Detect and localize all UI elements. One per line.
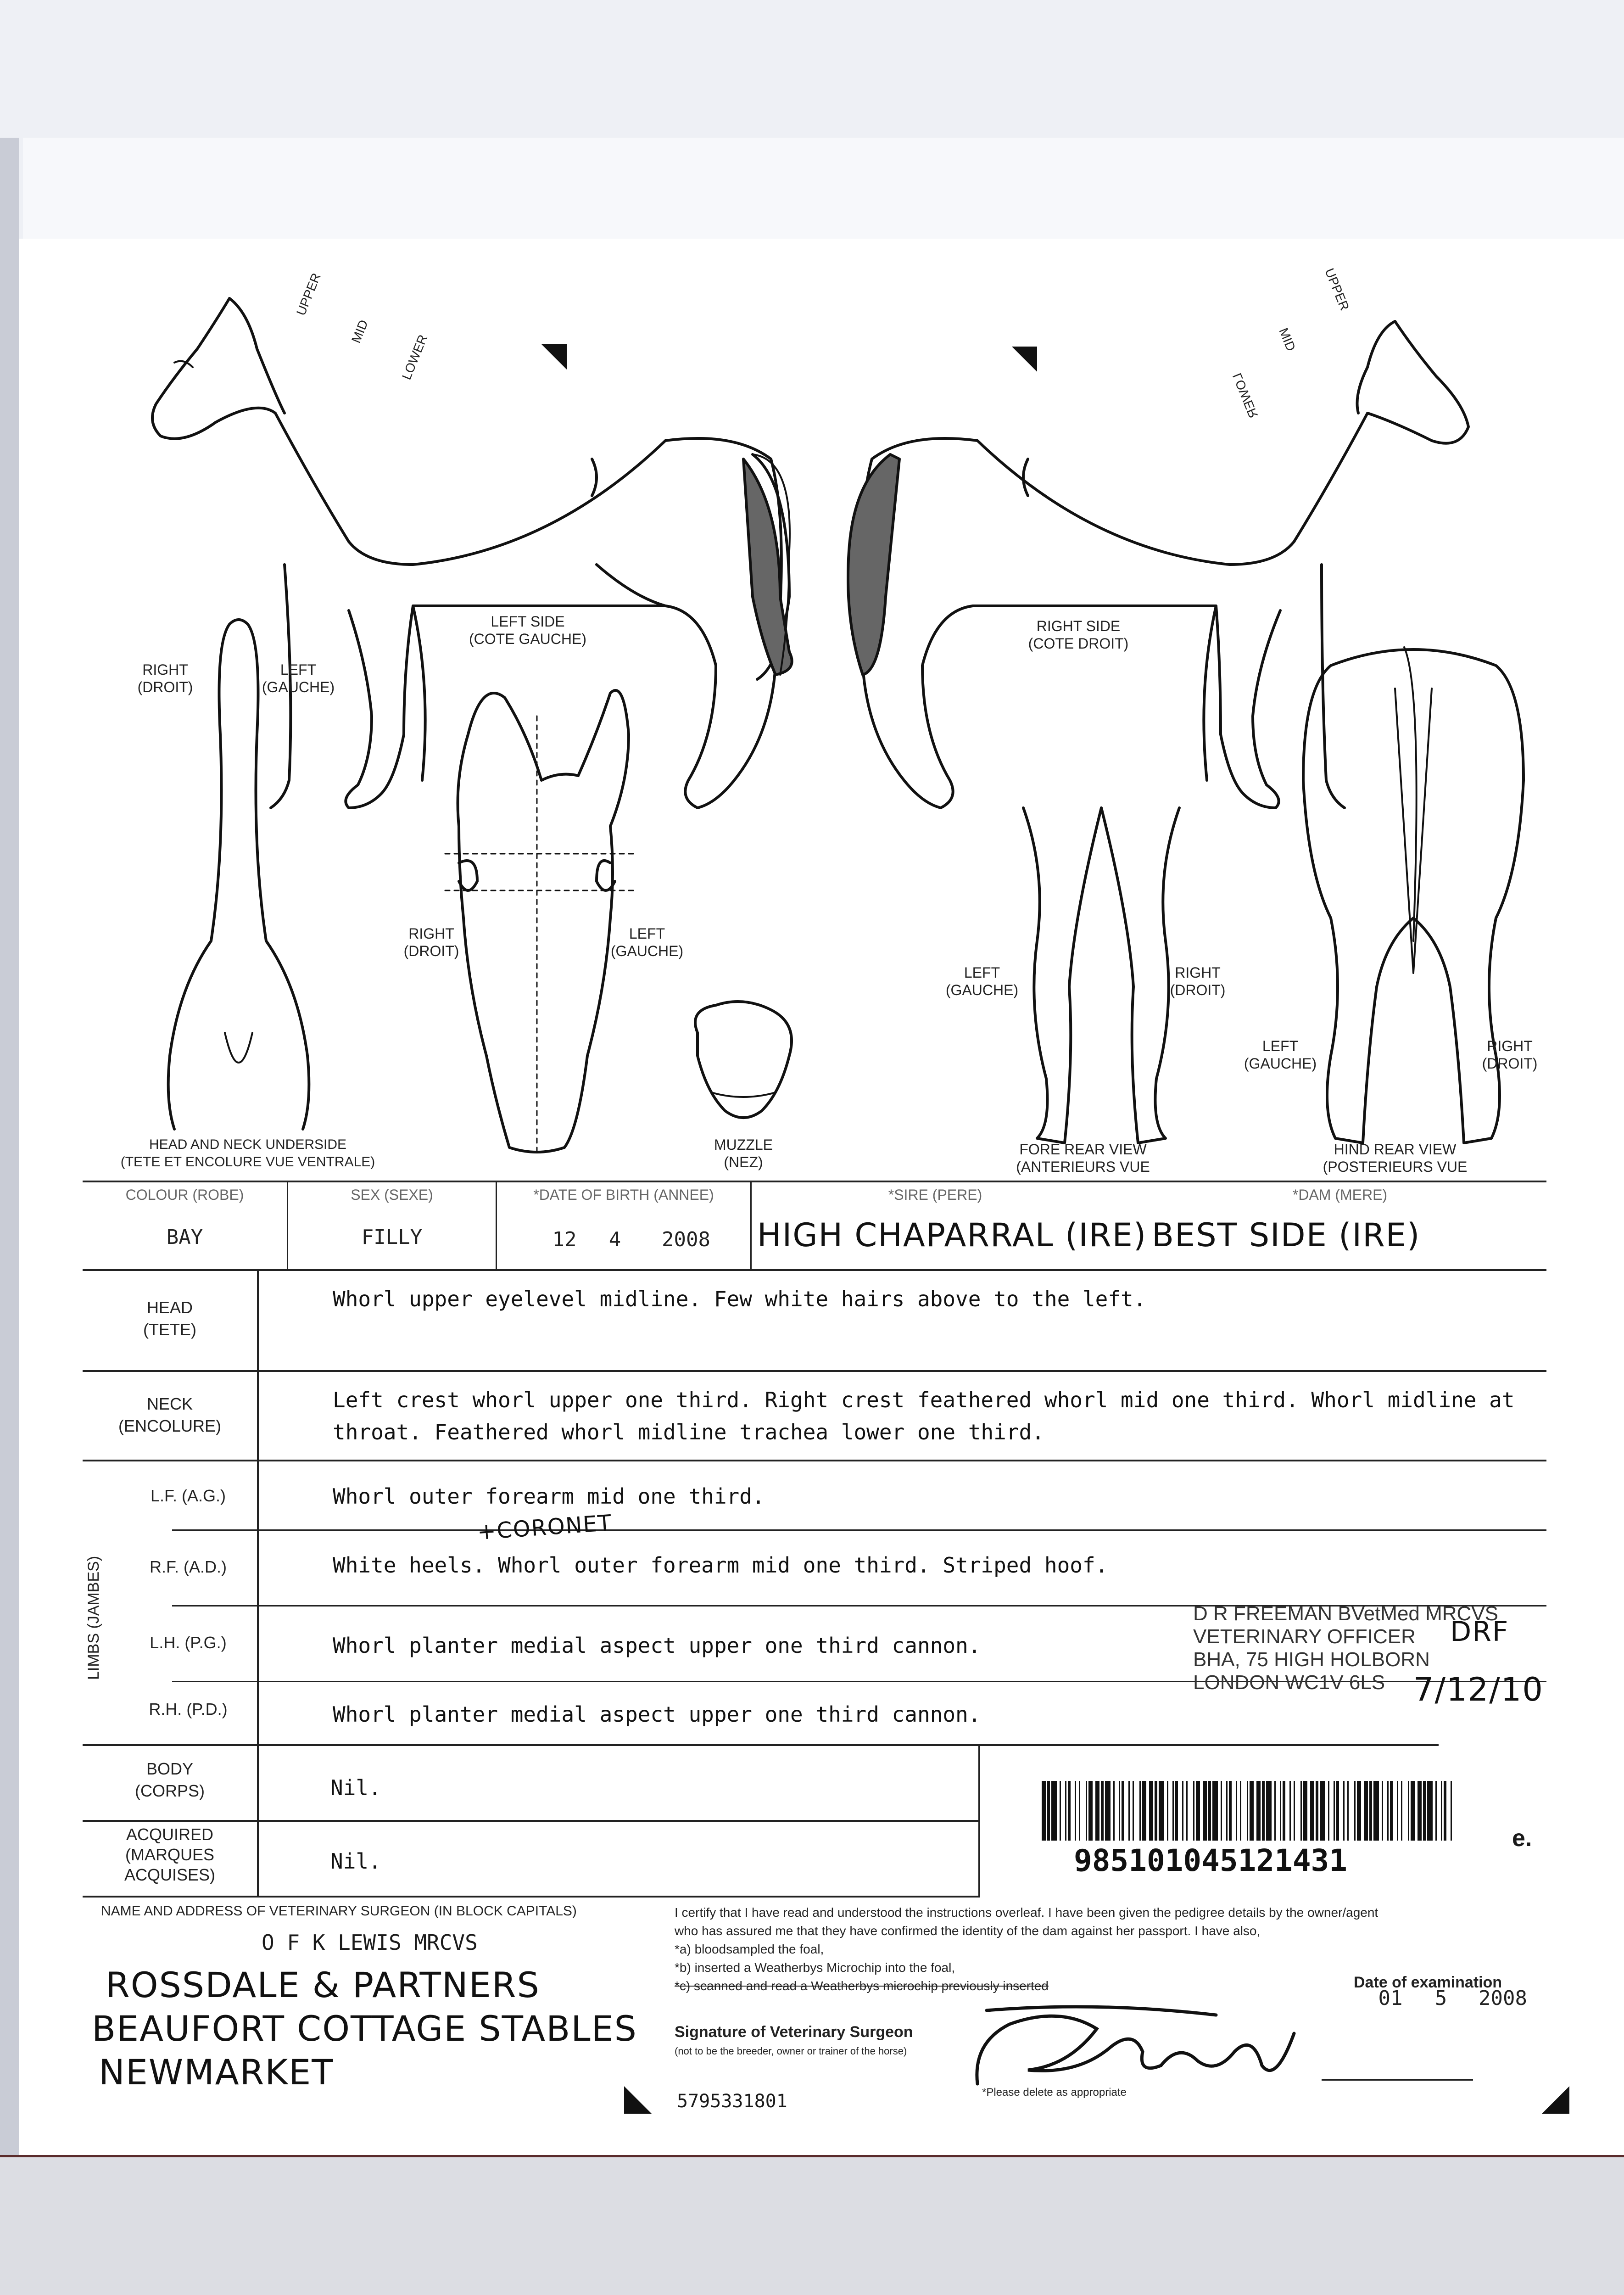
sire-label: *SIRE (PERE): [888, 1187, 982, 1203]
rule: [83, 1181, 1546, 1182]
barcode-bar: [1418, 1781, 1422, 1841]
barcode-bar: [1193, 1781, 1194, 1841]
barcode-bar: [1101, 1781, 1104, 1841]
barcode-bar: [1382, 1781, 1383, 1841]
signature-sub-label: (not to be the breeder, owner or trainer of the horse): [675, 2045, 907, 2057]
barcode-bar: [1411, 1781, 1415, 1841]
vet-address-2: BEAUFORT COTTAGE STABLES: [92, 2008, 637, 2049]
label-hind-left: LEFT (GAUCHE): [1244, 1038, 1317, 1072]
certification-text: I certify that I have read and understood the instructions overleaf. I have been given the pedigree details by the owner/agent: [675, 1905, 1378, 1920]
barcode-bar: [1316, 1781, 1318, 1841]
exam-month: 5: [1434, 1987, 1447, 2010]
barcode-bar: [1186, 1781, 1188, 1841]
label-head-neck-underside: HEAD AND NECK UNDERSIDE (TETE ET ENCOLURE VUE VENTRALE): [120, 1137, 375, 1170]
barcode-bar: [1122, 1781, 1124, 1841]
cert-option-a: *a) bloodsampled the foal,: [675, 1942, 824, 1956]
label-mid-right: MID: [1276, 326, 1299, 353]
limbs-label: LIMBS (JAMBES): [85, 1556, 102, 1680]
barcode-bar: [1175, 1781, 1178, 1841]
label-underside-left: LEFT (GAUCHE): [262, 661, 335, 695]
barcode-bar: [1051, 1781, 1057, 1841]
barcode-bar: [1283, 1781, 1285, 1841]
barcode-bar: [1303, 1781, 1307, 1841]
barcode-bar: [1343, 1781, 1345, 1841]
barcode-bar: [1334, 1781, 1335, 1841]
label-muzzle: MUZZLE (NEZ): [714, 1136, 773, 1170]
barcode-bar: [1289, 1781, 1291, 1841]
barcode-bar: [1354, 1781, 1356, 1841]
barcode-bar: [1221, 1781, 1222, 1841]
label-hind-rear-view: HIND REAR VIEW (POSTERIEURS VUE: [1323, 1141, 1468, 1175]
barcode-bar: [1088, 1781, 1093, 1841]
body-label: BODY (CORPS): [135, 1759, 205, 1800]
barcode-bar: [1236, 1781, 1237, 1841]
muzzle-drawing: [695, 1002, 792, 1118]
lh-markings-text: Whorl planter medial aspect upper one third cannon.: [333, 1633, 981, 1658]
stamp-line: LONDON WC1V 6LS: [1193, 1671, 1385, 1694]
barcode-bar: [1441, 1781, 1442, 1841]
dob-year: 2008: [662, 1228, 710, 1251]
vet-address-1: ROSSDALE & PARTNERS: [106, 1965, 540, 2005]
barcode-bar: [1095, 1781, 1099, 1841]
date-exam-label: Date of examination: [1354, 1974, 1502, 1991]
barcode-bar: [1105, 1781, 1111, 1841]
barcode-bar: [1294, 1781, 1295, 1841]
label-lower: LOWER: [399, 332, 430, 382]
barcode-bar: [1208, 1781, 1211, 1841]
vet-name: O F K LEWIS MRCVS: [262, 1930, 478, 1955]
barcode-bar: [1262, 1781, 1265, 1841]
head-neck-underside-drawing: [168, 620, 309, 1129]
neck-label: NECK (ENCOLURE): [118, 1394, 221, 1435]
lf-label: L.F. (A.G.): [150, 1486, 226, 1505]
label-upper-right: UPPER: [1322, 266, 1352, 313]
dob-month: 4: [608, 1228, 621, 1251]
acquired-label: ACQUIRED (MARQUES ACQUISES): [124, 1825, 216, 1884]
barcode-bar: [1250, 1781, 1254, 1841]
date-line: [1322, 2079, 1473, 2081]
barcode-bar: [1065, 1781, 1066, 1841]
barcode-bar: [1139, 1781, 1141, 1841]
barcode-bar: [1256, 1781, 1261, 1841]
right-side-horse-drawing: [848, 321, 1468, 808]
label-fore-right: RIGHT (DROIT): [1170, 964, 1226, 998]
barcode-bar: [1133, 1781, 1134, 1841]
barcode-bar: [1427, 1781, 1433, 1841]
barcode-bar: [1042, 1781, 1046, 1841]
barcode-bar: [1387, 1781, 1389, 1841]
vet-name-label: NAME AND ADDRESS OF VETERINARY SURGEON (IN BLOCK CAPITALS): [101, 1903, 577, 1919]
barcode-bar: [1196, 1781, 1200, 1841]
barcode-bar: [1047, 1781, 1050, 1841]
rule: [83, 1370, 1546, 1372]
barcode-bar: [1408, 1781, 1409, 1841]
barcode-bar: [1182, 1781, 1183, 1841]
label-left-side: LEFT SIDE (COTE GAUCHE): [469, 613, 586, 647]
barcode-bar: [1435, 1781, 1437, 1841]
barcode-bar: [1444, 1781, 1446, 1841]
rule: [83, 1896, 980, 1898]
barcode-bar: [1159, 1781, 1164, 1841]
lh-label: L.H. (P.G.): [150, 1633, 227, 1652]
head-label: HEAD (TETE): [143, 1298, 196, 1339]
barcode-bar: [1328, 1781, 1329, 1841]
label-head-left: LEFT (GAUCHE): [610, 925, 684, 959]
vet-address-3: NEWMARKET: [99, 2052, 334, 2093]
stamp-line: D R FREEMAN BVetMed MRCVS: [1193, 1602, 1499, 1625]
barcode-bar: [1336, 1781, 1339, 1841]
rule: [257, 1269, 259, 1896]
stamp-line: VETERINARY OFFICER: [1193, 1625, 1416, 1648]
barcode-bar: [1369, 1781, 1372, 1841]
barcode-bar: [1423, 1781, 1426, 1841]
dam-label: *DAM (MERE): [1292, 1187, 1388, 1203]
barcode-bar: [1347, 1781, 1349, 1841]
head-markings-text: Whorl upper eyelevel midline. Few white hairs above to the left.: [333, 1287, 1146, 1311]
rule: [83, 1269, 1546, 1271]
sex-label: SEX (SEXE): [351, 1187, 433, 1203]
barcode-bar: [1397, 1781, 1398, 1841]
label-fore-rear-view: FORE REAR VIEW (ANTERIEURS VUE: [1016, 1141, 1150, 1175]
rf-label: R.F. (A.D.): [150, 1557, 227, 1576]
rf-markings-text: White heels. Whorl outer forearm mid one third. Striped hoof.: [333, 1553, 1108, 1578]
lf-markings-text: Whorl outer forearm mid one third.: [333, 1484, 765, 1509]
vet-signature: [959, 1997, 1308, 2098]
label-head-right: RIGHT (DROIT): [403, 925, 459, 959]
barcode-suffix: e.: [1512, 1825, 1532, 1852]
barcode-bar: [1280, 1781, 1281, 1841]
dob-day: 12: [552, 1228, 577, 1251]
rule: [978, 1744, 980, 1896]
acquired-markings-text: Nil.: [330, 1849, 381, 1874]
cert-option-c: *c) scanned and read a Weatherbys microchip previously inserted: [675, 1979, 1049, 1993]
barcode-bar: [1113, 1781, 1115, 1841]
barcode-bar: [1373, 1781, 1379, 1841]
label-mid: MID: [349, 318, 371, 345]
label-upper: UPPER: [294, 271, 324, 318]
barcode-bar: [1086, 1781, 1087, 1841]
barcode-bar: [1212, 1781, 1218, 1841]
barcode-bar: [1172, 1781, 1174, 1841]
certification-text: who has assured me that they have confirmed the identity of the dam against her passport. I have also,: [675, 1924, 1261, 1938]
barcode-bar: [1401, 1781, 1402, 1841]
dam-value: BEST SIDE (IRE): [1152, 1216, 1421, 1254]
colour-label: COLOUR (ROBE): [125, 1187, 244, 1203]
barcode-bar: [1203, 1781, 1207, 1841]
officer-date: 7/12/10: [1413, 1671, 1544, 1708]
label-hind-right: RIGHT (DROIT): [1482, 1038, 1538, 1072]
rule: [172, 1529, 1546, 1531]
barcode-bar: [1149, 1781, 1153, 1841]
dob-label: *DATE OF BIRTH (ANNEE): [533, 1187, 714, 1203]
corner-mark-triangle: [541, 344, 567, 369]
barcode-bar: [1451, 1781, 1452, 1841]
barcode-bar: [1229, 1781, 1232, 1841]
rule: [83, 1744, 1439, 1746]
officer-initials: DRF: [1450, 1616, 1509, 1648]
stamp-line: BHA, 75 HIGH HOLBORN: [1193, 1648, 1430, 1671]
barcode-bar: [1310, 1781, 1314, 1841]
barcode-bar: [1226, 1781, 1228, 1841]
exam-day: 01: [1378, 1987, 1403, 2010]
barcode-bar: [1364, 1781, 1368, 1841]
barcode-bar: [1390, 1781, 1393, 1841]
rh-markings-text: Whorl planter medial aspect upper one third cannon.: [333, 1702, 981, 1727]
barcode-bar: [1142, 1781, 1146, 1841]
barcode-bar: [1075, 1781, 1076, 1841]
barcode-bar: [1320, 1781, 1325, 1841]
delete-note: *Please delete as appropriate: [982, 2086, 1127, 2099]
label-lower-right: LOWER: [1230, 371, 1261, 420]
corner-mark-triangle: [624, 2086, 652, 2114]
barcode-bar: [1068, 1781, 1071, 1841]
barcode-bar: [1079, 1781, 1080, 1841]
signature-label: Signature of Veterinary Surgeon: [675, 2023, 913, 2041]
barcode-bar: [1167, 1781, 1168, 1841]
label-underside-right: RIGHT (DROIT): [137, 661, 193, 695]
cert-option-b: *b) inserted a Weatherbys Microchip into the foal,: [675, 1960, 955, 1975]
fore-rear-view-drawing: [1023, 808, 1179, 1143]
sex-value: FILLY: [361, 1226, 423, 1249]
neck-markings-text-1: Left crest whorl upper one third. Right crest feathered whorl mid one third. Whorl midline at: [333, 1388, 1515, 1412]
barcode-bar: [1266, 1781, 1272, 1841]
barcode-bar: [1240, 1781, 1241, 1841]
barcode-bar: [1128, 1781, 1130, 1841]
colour-value: BAY: [166, 1226, 203, 1249]
exam-year: 2008: [1479, 1987, 1527, 2010]
left-side-horse-drawing: [152, 298, 792, 808]
rf-handwritten-insert: +CORONET: [476, 1510, 613, 1545]
barcode-bar: [1357, 1781, 1361, 1841]
corner-mark-triangle: [1012, 347, 1037, 372]
rh-label: R.H. (P.D.): [149, 1700, 228, 1718]
corner-mark-triangle: [1542, 2086, 1569, 2114]
body-markings-text: Nil.: [330, 1775, 381, 1800]
neck-markings-text-2: throat. Feathered whorl midline trachea lower one third.: [333, 1420, 1044, 1444]
barcode-bar: [1119, 1781, 1120, 1841]
barcode-bar: [1060, 1781, 1061, 1841]
rule: [83, 1820, 980, 1822]
barcode-bar: [1274, 1781, 1276, 1841]
label-right-side: RIGHT SIDE (COTE DROIT): [1028, 618, 1129, 652]
barcode-number: 985101045121431: [1074, 1843, 1348, 1878]
barcode-bar: [1247, 1781, 1248, 1841]
passport-serial-number: 5795331801: [677, 2091, 787, 2112]
sire-value: HIGH CHAPARRAL (IRE): [757, 1216, 1147, 1254]
barcode-bar: [1300, 1781, 1302, 1841]
head-front-drawing: [445, 690, 633, 1157]
label-fore-left: LEFT (GAUCHE): [945, 964, 1019, 998]
microchip-barcode: [1042, 1781, 1464, 1843]
barcode-bar: [1155, 1781, 1157, 1841]
rule: [83, 1460, 1546, 1461]
